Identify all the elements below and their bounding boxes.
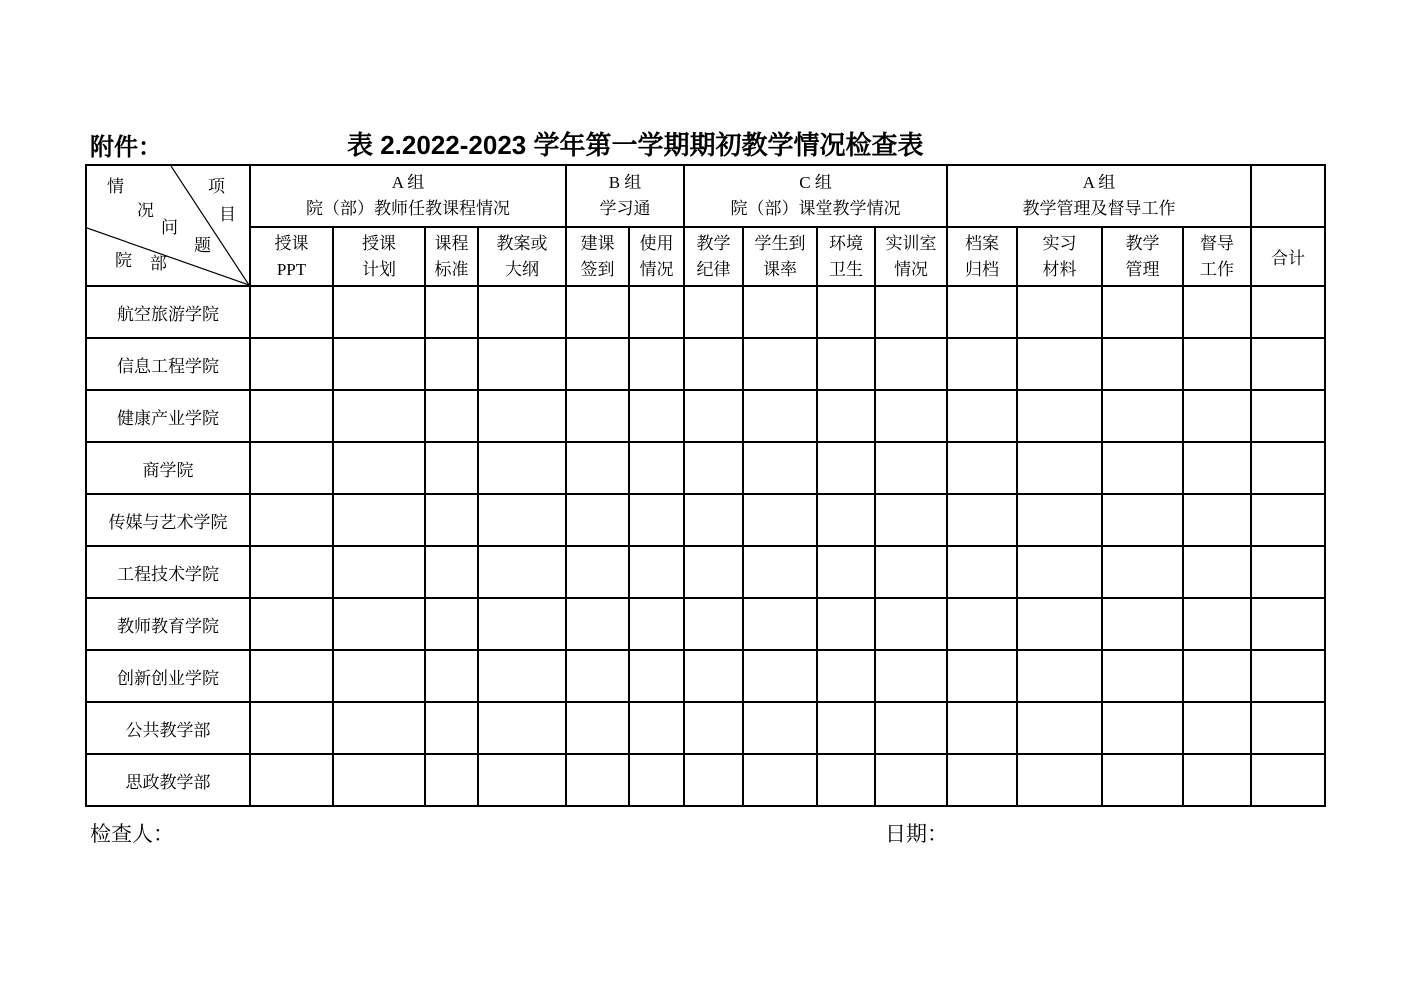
data-cell [250, 390, 333, 442]
data-cell [333, 754, 425, 806]
row-header: 创新创业学院 [86, 650, 250, 702]
data-cell [1017, 650, 1102, 702]
data-cell [1251, 702, 1325, 754]
data-cell [566, 286, 629, 338]
data-cell [1251, 442, 1325, 494]
table-row [86, 650, 1325, 702]
column-header: 建课 签到 [566, 227, 629, 286]
data-cell [425, 338, 478, 390]
data-cell [743, 598, 817, 650]
data-cell [566, 650, 629, 702]
data-cell [478, 338, 566, 390]
data-cell [425, 754, 478, 806]
data-cell [875, 650, 947, 702]
data-cell [743, 286, 817, 338]
inspection-table [85, 164, 1326, 807]
data-cell [333, 650, 425, 702]
table-row [86, 286, 1325, 338]
data-cell [684, 390, 743, 442]
data-cell [425, 598, 478, 650]
data-cell [425, 650, 478, 702]
data-cell [425, 546, 478, 598]
data-cell [250, 338, 333, 390]
data-cell [875, 546, 947, 598]
table-row [86, 702, 1325, 754]
data-cell [250, 442, 333, 494]
data-cell [250, 546, 333, 598]
data-cell [684, 546, 743, 598]
data-cell [1102, 286, 1183, 338]
data-cell [947, 754, 1017, 806]
data-cell [875, 442, 947, 494]
data-cell [947, 338, 1017, 390]
data-cell [817, 546, 875, 598]
data-cell [684, 702, 743, 754]
table-row [86, 442, 1325, 494]
row-header: 传媒与艺术学院 [86, 494, 250, 546]
data-cell [333, 702, 425, 754]
data-cell [478, 286, 566, 338]
data-cell [1183, 442, 1251, 494]
data-cell [817, 754, 875, 806]
data-cell [333, 390, 425, 442]
attachment-label: 附件： [90, 134, 162, 161]
column-group-header-a1: A 组 院（部）教师任教课程情况 [250, 165, 566, 227]
column-group-header-c: C 组 院（部）课堂教学情况 [684, 165, 947, 227]
data-cell [250, 598, 333, 650]
table-row [86, 598, 1325, 650]
data-cell [1102, 598, 1183, 650]
page-title: 表 2.2022-2023 学年第一学期期初教学情况检查表 [347, 130, 924, 160]
data-cell [875, 702, 947, 754]
column-header-row [86, 227, 1325, 286]
data-cell [817, 702, 875, 754]
data-cell [1183, 494, 1251, 546]
row-header: 商学院 [86, 442, 250, 494]
table-row [86, 754, 1325, 806]
data-cell [875, 598, 947, 650]
data-cell [478, 754, 566, 806]
data-cell [817, 598, 875, 650]
group-header-row [86, 165, 1325, 227]
data-cell [817, 390, 875, 442]
data-cell [629, 546, 684, 598]
data-cell [947, 598, 1017, 650]
data-cell [1102, 702, 1183, 754]
column-header: 教学 管理 [1102, 227, 1183, 286]
data-cell [684, 442, 743, 494]
data-cell [1251, 390, 1325, 442]
data-cell [478, 442, 566, 494]
data-cell [1102, 390, 1183, 442]
column-header: 督导 工作 [1183, 227, 1251, 286]
data-cell [817, 494, 875, 546]
corner-department-char: 部 [150, 254, 167, 273]
column-header: 学生到 课率 [743, 227, 817, 286]
data-cell [629, 702, 684, 754]
inspector-label: 检查人： [90, 823, 174, 846]
column-header: 实训室 情况 [875, 227, 947, 286]
data-cell [333, 338, 425, 390]
data-cell [629, 494, 684, 546]
data-cell [1017, 598, 1102, 650]
data-cell [1017, 702, 1102, 754]
data-cell [875, 338, 947, 390]
table-row [86, 546, 1325, 598]
data-cell [743, 702, 817, 754]
data-cell [250, 650, 333, 702]
data-cell [817, 338, 875, 390]
data-cell [478, 546, 566, 598]
row-header: 航空旅游学院 [86, 286, 250, 338]
data-cell [629, 754, 684, 806]
data-cell [566, 546, 629, 598]
column-header: 使用 情况 [629, 227, 684, 286]
data-cell [947, 286, 1017, 338]
data-cell [743, 754, 817, 806]
data-cell [1183, 546, 1251, 598]
data-cell [629, 338, 684, 390]
corner-situation-char: 问 [161, 218, 178, 237]
data-cell [566, 702, 629, 754]
data-cell [1183, 286, 1251, 338]
data-cell [425, 390, 478, 442]
data-cell [1017, 494, 1102, 546]
data-cell [817, 650, 875, 702]
corner-department-char: 院 [115, 251, 132, 270]
data-cell [1183, 598, 1251, 650]
data-cell [1102, 650, 1183, 702]
column-group-header-a2: A 组 教学管理及督导工作 [947, 165, 1251, 227]
column-header: 授课 计划 [333, 227, 425, 286]
data-cell [947, 650, 1017, 702]
data-cell [425, 702, 478, 754]
data-cell [629, 598, 684, 650]
data-cell [1017, 390, 1102, 442]
data-cell [1102, 494, 1183, 546]
column-header: 档案 归档 [947, 227, 1017, 286]
data-cell [629, 286, 684, 338]
column-header: 实习 材料 [1017, 227, 1102, 286]
data-cell [566, 754, 629, 806]
data-cell [1017, 546, 1102, 598]
data-cell [743, 546, 817, 598]
data-cell [629, 650, 684, 702]
data-cell [947, 546, 1017, 598]
table-row [86, 338, 1325, 390]
row-header: 公共教学部 [86, 702, 250, 754]
data-cell [875, 286, 947, 338]
data-cell [425, 442, 478, 494]
data-cell [333, 546, 425, 598]
date-label: 日期： [885, 823, 948, 846]
data-cell [478, 650, 566, 702]
row-header: 健康产业学院 [86, 390, 250, 442]
data-cell [629, 390, 684, 442]
data-cell [947, 442, 1017, 494]
data-cell [1102, 338, 1183, 390]
data-cell [425, 494, 478, 546]
data-cell [333, 286, 425, 338]
corner-situation-char: 况 [137, 201, 154, 220]
corner-project-char: 项 [208, 177, 225, 196]
data-cell [1102, 442, 1183, 494]
corner-situation-char: 情 [107, 177, 124, 196]
total-column-spacer [1251, 165, 1325, 227]
row-header: 教师教育学院 [86, 598, 250, 650]
data-cell [333, 598, 425, 650]
corner-project-char: 目 [219, 205, 236, 224]
data-cell [1102, 546, 1183, 598]
data-cell [478, 702, 566, 754]
data-cell [250, 702, 333, 754]
data-cell [1251, 494, 1325, 546]
data-cell [478, 494, 566, 546]
row-header: 思政教学部 [86, 754, 250, 806]
data-cell [743, 494, 817, 546]
data-cell [743, 338, 817, 390]
row-header: 工程技术学院 [86, 546, 250, 598]
data-cell [478, 598, 566, 650]
column-header: 课程 标准 [425, 227, 478, 286]
column-header: 教案或 大纲 [478, 227, 566, 286]
data-cell [1183, 702, 1251, 754]
data-cell [684, 650, 743, 702]
data-cell [333, 442, 425, 494]
data-cell [1017, 286, 1102, 338]
data-cell [629, 442, 684, 494]
data-cell [1251, 650, 1325, 702]
data-cell [1017, 442, 1102, 494]
table-row [86, 494, 1325, 546]
data-cell [875, 754, 947, 806]
column-header: 环境 卫生 [817, 227, 875, 286]
data-cell [947, 702, 1017, 754]
total-column-header: 合计 [1251, 227, 1325, 286]
data-cell [743, 650, 817, 702]
data-cell [566, 338, 629, 390]
data-cell [684, 598, 743, 650]
data-cell [1017, 754, 1102, 806]
data-cell [684, 754, 743, 806]
data-cell [1183, 390, 1251, 442]
data-cell [947, 390, 1017, 442]
data-cell [250, 286, 333, 338]
table-row [86, 390, 1325, 442]
data-cell [1017, 338, 1102, 390]
data-cell [684, 286, 743, 338]
table-corner-header [86, 165, 250, 286]
data-cell [743, 390, 817, 442]
data-cell [947, 494, 1017, 546]
column-header: 授课 PPT [250, 227, 333, 286]
column-header: 教学 纪律 [684, 227, 743, 286]
data-cell [566, 442, 629, 494]
data-cell [1102, 754, 1183, 806]
data-cell [684, 494, 743, 546]
data-cell [875, 390, 947, 442]
data-cell [743, 442, 817, 494]
data-cell [566, 494, 629, 546]
column-group-header-b: B 组 学习通 [566, 165, 684, 227]
data-cell [1251, 754, 1325, 806]
data-cell [566, 390, 629, 442]
data-cell [1251, 598, 1325, 650]
data-cell [1251, 546, 1325, 598]
diagonal-corner [87, 166, 249, 285]
data-cell [1183, 650, 1251, 702]
data-cell [817, 286, 875, 338]
data-cell [1183, 338, 1251, 390]
data-cell [1251, 338, 1325, 390]
data-cell [684, 338, 743, 390]
data-cell [250, 494, 333, 546]
data-cell [333, 494, 425, 546]
data-cell [566, 598, 629, 650]
data-cell [1251, 286, 1325, 338]
data-cell [875, 494, 947, 546]
data-cell [478, 390, 566, 442]
corner-situation-char: 题 [194, 236, 211, 255]
data-cell [250, 754, 333, 806]
data-cell [1183, 754, 1251, 806]
row-header: 信息工程学院 [86, 338, 250, 390]
data-cell [817, 442, 875, 494]
data-cell [425, 286, 478, 338]
